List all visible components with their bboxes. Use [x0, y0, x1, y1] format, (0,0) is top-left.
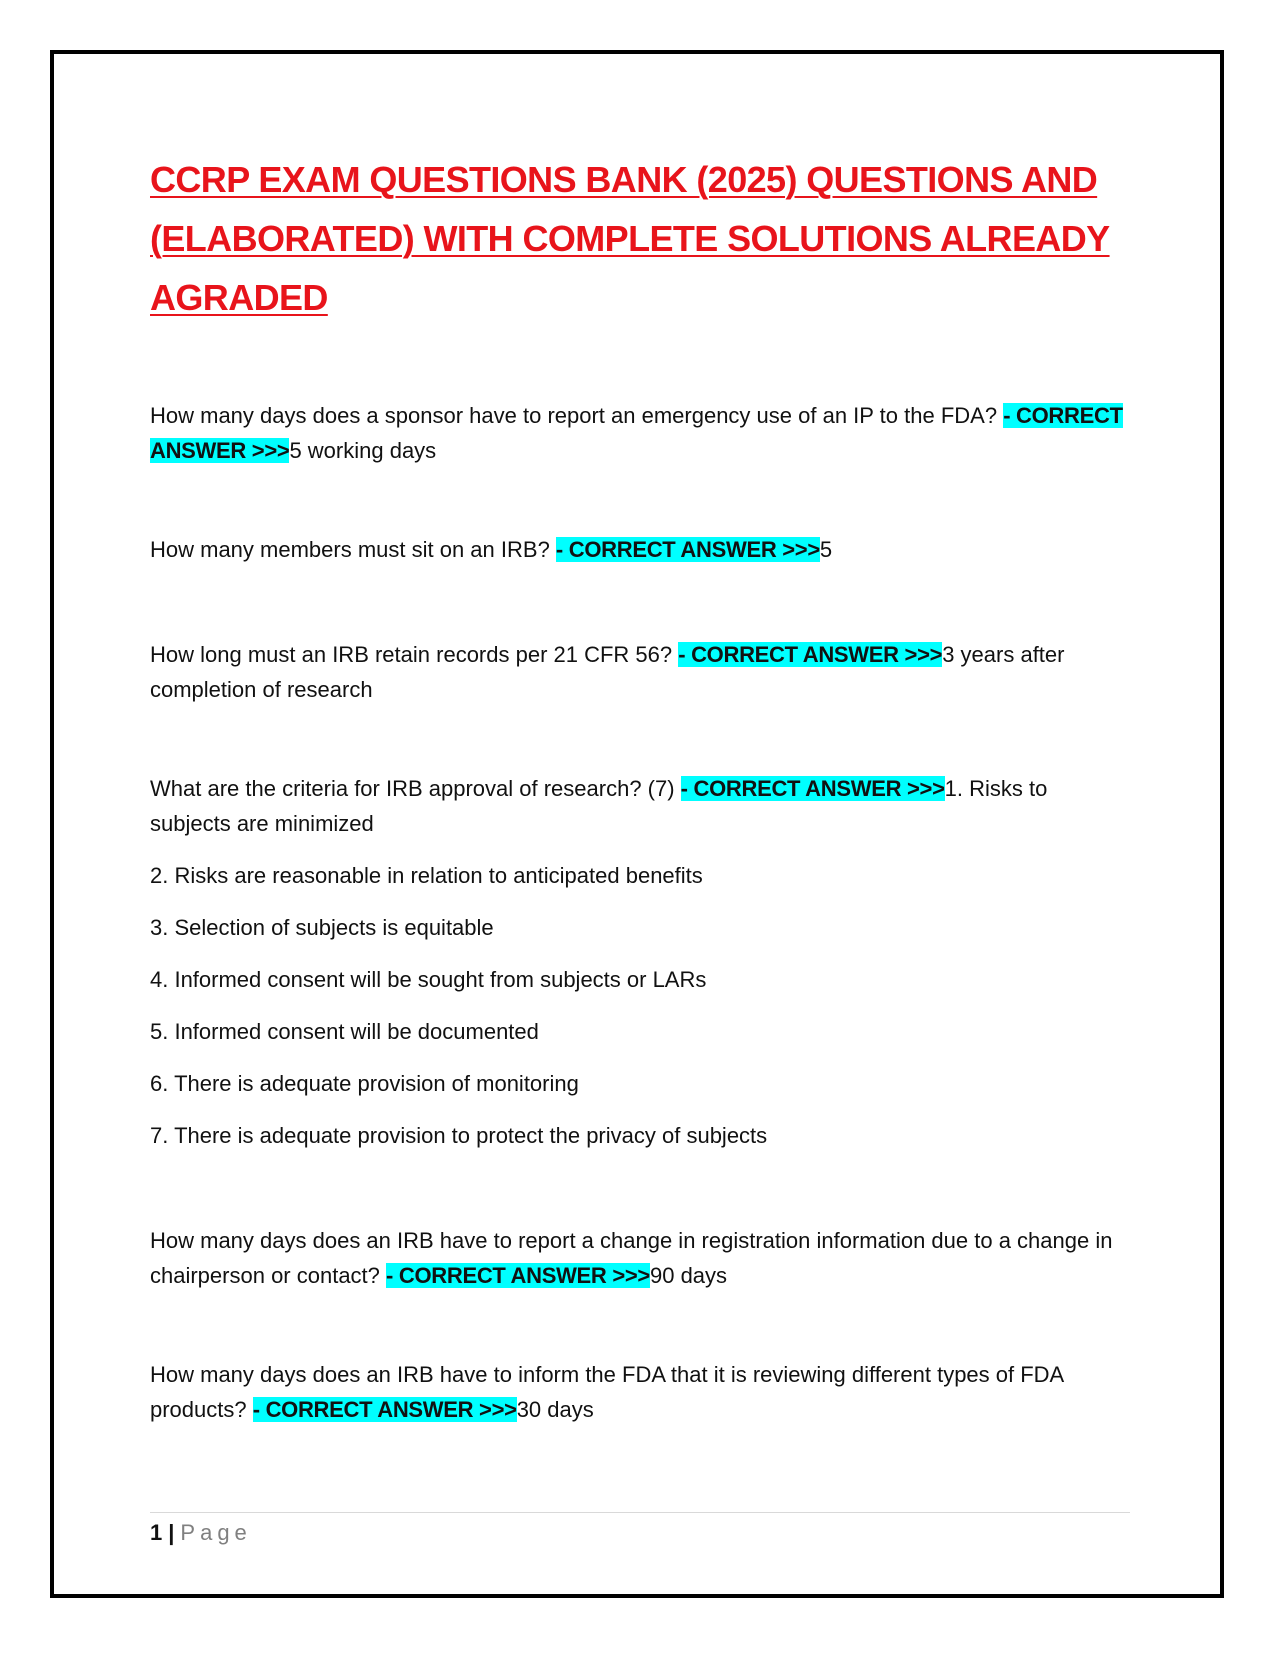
question-text: What are the criteria for IRB approval of research? (7) — [150, 776, 681, 801]
answer-text: 3 years after completion of research — [150, 642, 1065, 702]
answer-text: 90 days — [649, 1263, 728, 1288]
page-number: 1 — [150, 1520, 163, 1545]
question-2 — [150, 532, 1130, 567]
criteria-item-4: 4. Informed consent will be sought from subjects or LARs — [150, 967, 707, 992]
criteria-item-3: 3. Selection of subjects is equitable — [150, 915, 494, 940]
correct-answer-marker: - CORRECT ANSWER >>> — [252, 1397, 517, 1422]
question-text: How many members must sit on an IRB? — [150, 537, 556, 562]
document-body — [150, 150, 1130, 1427]
page-label: Page — [180, 1520, 252, 1545]
correct-answer-marker: - CORRECT ANSWER >>> — [555, 537, 820, 562]
correct-answer-marker: - CORRECT ANSWER >>> — [150, 403, 1123, 463]
answer-text: 5 — [819, 537, 833, 562]
document-title: CCRP EXAM QUESTIONS BANK (2025) QUESTIONS AND (ELABORATED) WITH COMPLETE SOLUTIONS ALREADY AGRADED — [150, 159, 1110, 318]
question-4 — [150, 771, 1130, 841]
question-3 — [150, 637, 1130, 707]
question-text: How many days does a sponsor have to report an emergency use of an IP to the FDA? — [150, 403, 1004, 428]
criteria-item-5: 5. Informed consent will be documented — [150, 1019, 539, 1044]
correct-answer-marker: - CORRECT ANSWER >>> — [678, 642, 943, 667]
answer-text: 30 days — [516, 1397, 594, 1422]
page-footer — [150, 1518, 252, 1548]
criteria-item-6: 6. There is adequate provision of monitoring — [150, 1071, 579, 1096]
question-text: How long must an IRB retain records per 21 CFR 56? — [150, 642, 679, 667]
answer-text: 1. Risks to subjects are minimized — [150, 776, 1048, 836]
question-6 — [150, 1357, 1130, 1427]
question-1 — [150, 398, 1130, 468]
answer-text: 5 working days — [289, 438, 437, 463]
question-text: How many days does an IRB have to report a change in registration information due to a change in chairperson or contact? — [150, 1228, 1113, 1288]
question-5 — [150, 1223, 1130, 1293]
correct-answer-marker: - CORRECT ANSWER >>> — [680, 776, 945, 801]
footer-divider — [150, 1512, 1130, 1513]
question-text: How many days does an IRB have to inform the FDA that it is reviewing different types of FDA products? — [150, 1362, 1064, 1422]
footer-separator: | — [168, 1520, 175, 1545]
criteria-item-2: 2. Risks are reasonable in relation to anticipated benefits — [150, 863, 703, 888]
criteria-item-7: 7. There is adequate provision to protect the privacy of subjects — [150, 1123, 768, 1148]
correct-answer-marker: - CORRECT ANSWER >>> — [386, 1263, 650, 1288]
